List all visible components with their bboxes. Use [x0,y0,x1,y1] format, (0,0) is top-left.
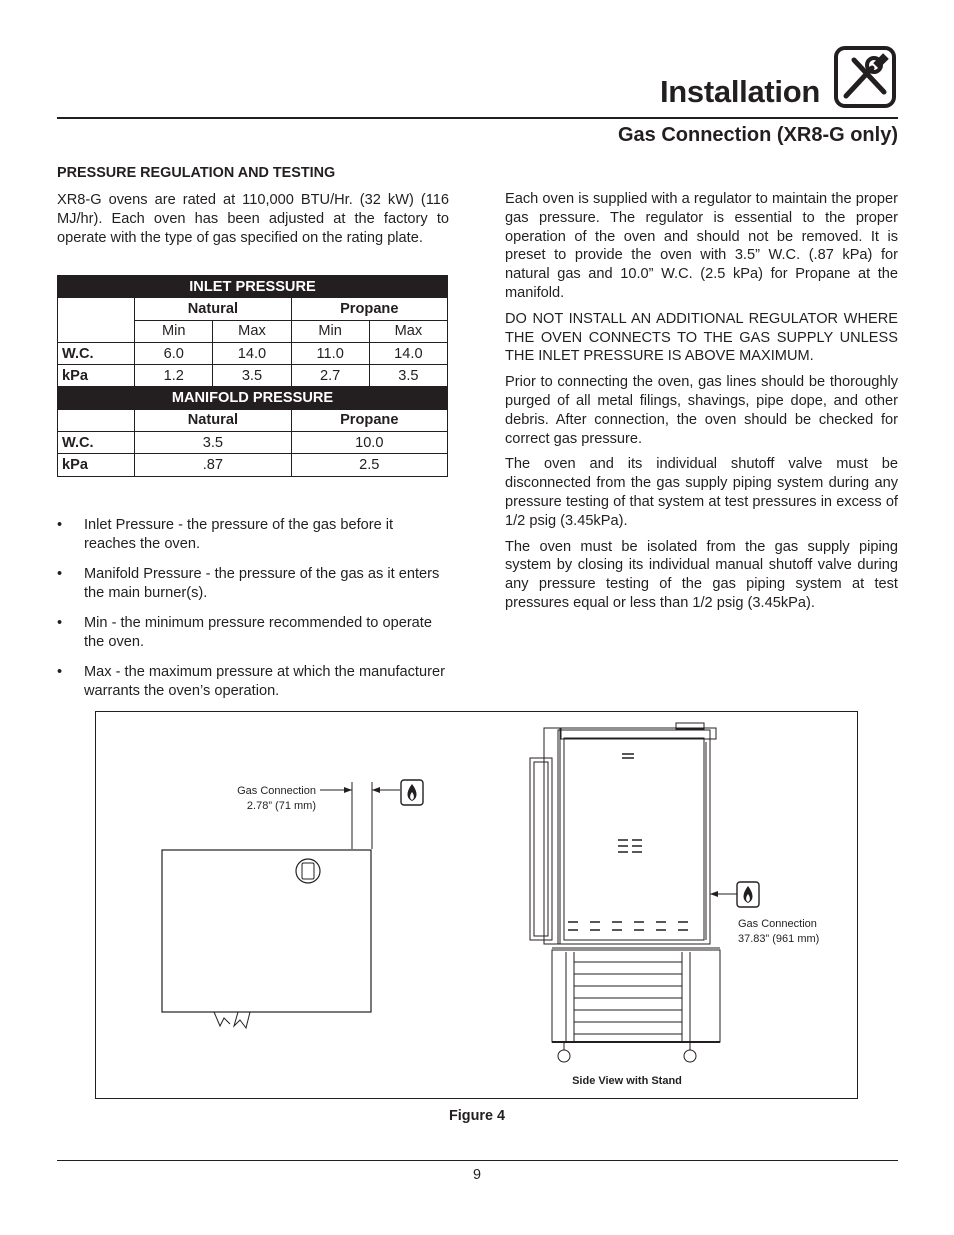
left-column [57,164,449,255]
table-cell: 10.0 [291,432,447,454]
figure-caption: Figure 4 [449,1108,505,1124]
side-view-label: Side View with Stand [572,1075,682,1087]
list-item [57,565,449,603]
table-row [58,342,448,364]
intro-paragraph: XR8-G ovens are rated at 110,000 BTU/Hr. (32 kW) (116 MJ/hr). Each oven has been adjusted at the factory to operate with the type of gas specified on the rating plate. [57,192,449,246]
caster-outline [234,1012,250,1028]
list-item [57,663,449,701]
pressure-table [57,275,448,477]
table-cell: 2.7 [291,365,369,387]
figure-frame [95,711,858,1099]
caster-outline [214,1012,230,1026]
page-number: 9 [472,1167,481,1183]
list-item [57,614,449,652]
gas-flame-icon [737,882,759,907]
top-gas-label-line1: Gas Connection [237,785,316,797]
arrowhead [372,787,380,793]
table-cell: 14.0 [369,342,447,364]
min-header: Min [135,320,213,342]
row-label: W.C. [58,432,135,454]
vent-slots [568,754,688,930]
table-corner [58,298,135,343]
gas-flame-icon [401,780,423,805]
table-corner [58,409,135,431]
propane-header: Propane [291,409,447,431]
paragraph: Each oven is supplied with a regulator to maintain the proper gas pressure. The regulator is essential to the proper operation of the oven and should not be removed. It is preset to provide the oven with 3.5” W.C. (.87 kPa) for natural gas and 10.0” W.C. (2.5 kPa) for Propane at the manifold. [505,191,898,301]
right-column [505,190,898,620]
row-label: kPa [58,454,135,476]
paragraph: DO NOT INSTALL AN ADDITIONAL REGULATOR WHERE THE OVEN CONNECTS TO THE GAS SUPPLY UNLESS THE INLET PRESSURE IS ABOVE MAXIMUM. [505,310,898,365]
list-item [57,516,449,554]
table-cell: 2.5 [291,454,447,476]
footer-rule [57,1160,898,1161]
gas-inlet-fitting [296,859,320,883]
bullet-marker: • [57,615,63,631]
table-cell: 3.5 [135,432,291,454]
top-gas-label-line2: 2.78” (71 mm) [246,800,316,812]
table-cell: 11.0 [291,342,369,364]
oven-top-outline [162,850,371,1012]
list-item-text: Min - the minimum pressure recommended to operate the oven. [84,615,432,650]
row-label: W.C. [58,342,135,364]
arrowhead [344,787,352,793]
section-heading: PRESSURE REGULATION AND TESTING [57,165,336,181]
inlet-pressure-header: INLET PRESSURE [58,276,448,298]
bullet-marker: • [57,517,63,533]
max-header: Max [213,320,291,342]
wrench-screwdriver-icon [834,46,896,108]
min-header: Min [291,320,369,342]
max-header: Max [369,320,447,342]
paragraph: The oven and its individual shutoff valve must be disconnected from the gas supply piping system during any pressure testing of that system at test pressures in excess of 1/2 psig (3.45kPa). [505,456,898,529]
list-item-text: Manifold Pressure - the pressure of the gas as it enters the main burner(s). [84,566,440,601]
list-item-text: Inlet Pressure - the pressure of the gas before it reaches the oven. [84,517,394,552]
gas-connection-figure [96,712,856,1097]
natural-header: Natural [135,298,291,320]
natural-header: Natural [135,409,291,431]
header-rule [57,117,898,119]
side-gas-label-line1: Gas Connection [738,918,817,930]
table-row [58,365,448,387]
row-label: kPa [58,365,135,387]
paragraph: Prior to connecting the oven, gas lines should be thoroughly purged of all metal filings, shavings, pipe dope, and other debris. After connection, the oven should be checked for correct gas pressure. [505,374,898,447]
paragraph: The oven must be isolated from the gas supply piping system by closing its individual manual shutoff valve during any pressure testing of the gas piping system at test pressures equal or less than 1/2 psig (3.45kPa). [505,538,898,611]
table-cell: 3.5 [369,365,447,387]
oven-side-view [530,723,720,1062]
table-cell: 3.5 [213,365,291,387]
table-cell: 14.0 [213,342,291,364]
table-cell: .87 [135,454,291,476]
section-title: Gas Connection (XR8-G only) [617,124,898,146]
bullet-marker: • [57,664,63,680]
propane-header: Propane [291,298,447,320]
arrowhead [710,891,718,897]
table-cell: 1.2 [135,365,213,387]
table-row [58,454,448,476]
page-title: Installation [659,74,820,109]
definitions-list [57,516,449,712]
list-item-text: Max - the maximum pressure at which the manufacturer warrants the oven’s operation. [84,664,445,699]
table-cell: 6.0 [135,342,213,364]
manifold-pressure-header: MANIFOLD PRESSURE [58,387,448,409]
side-gas-label-line2: 37.83” (961 mm) [738,933,820,945]
bullet-marker: • [57,566,63,582]
table-row [58,432,448,454]
